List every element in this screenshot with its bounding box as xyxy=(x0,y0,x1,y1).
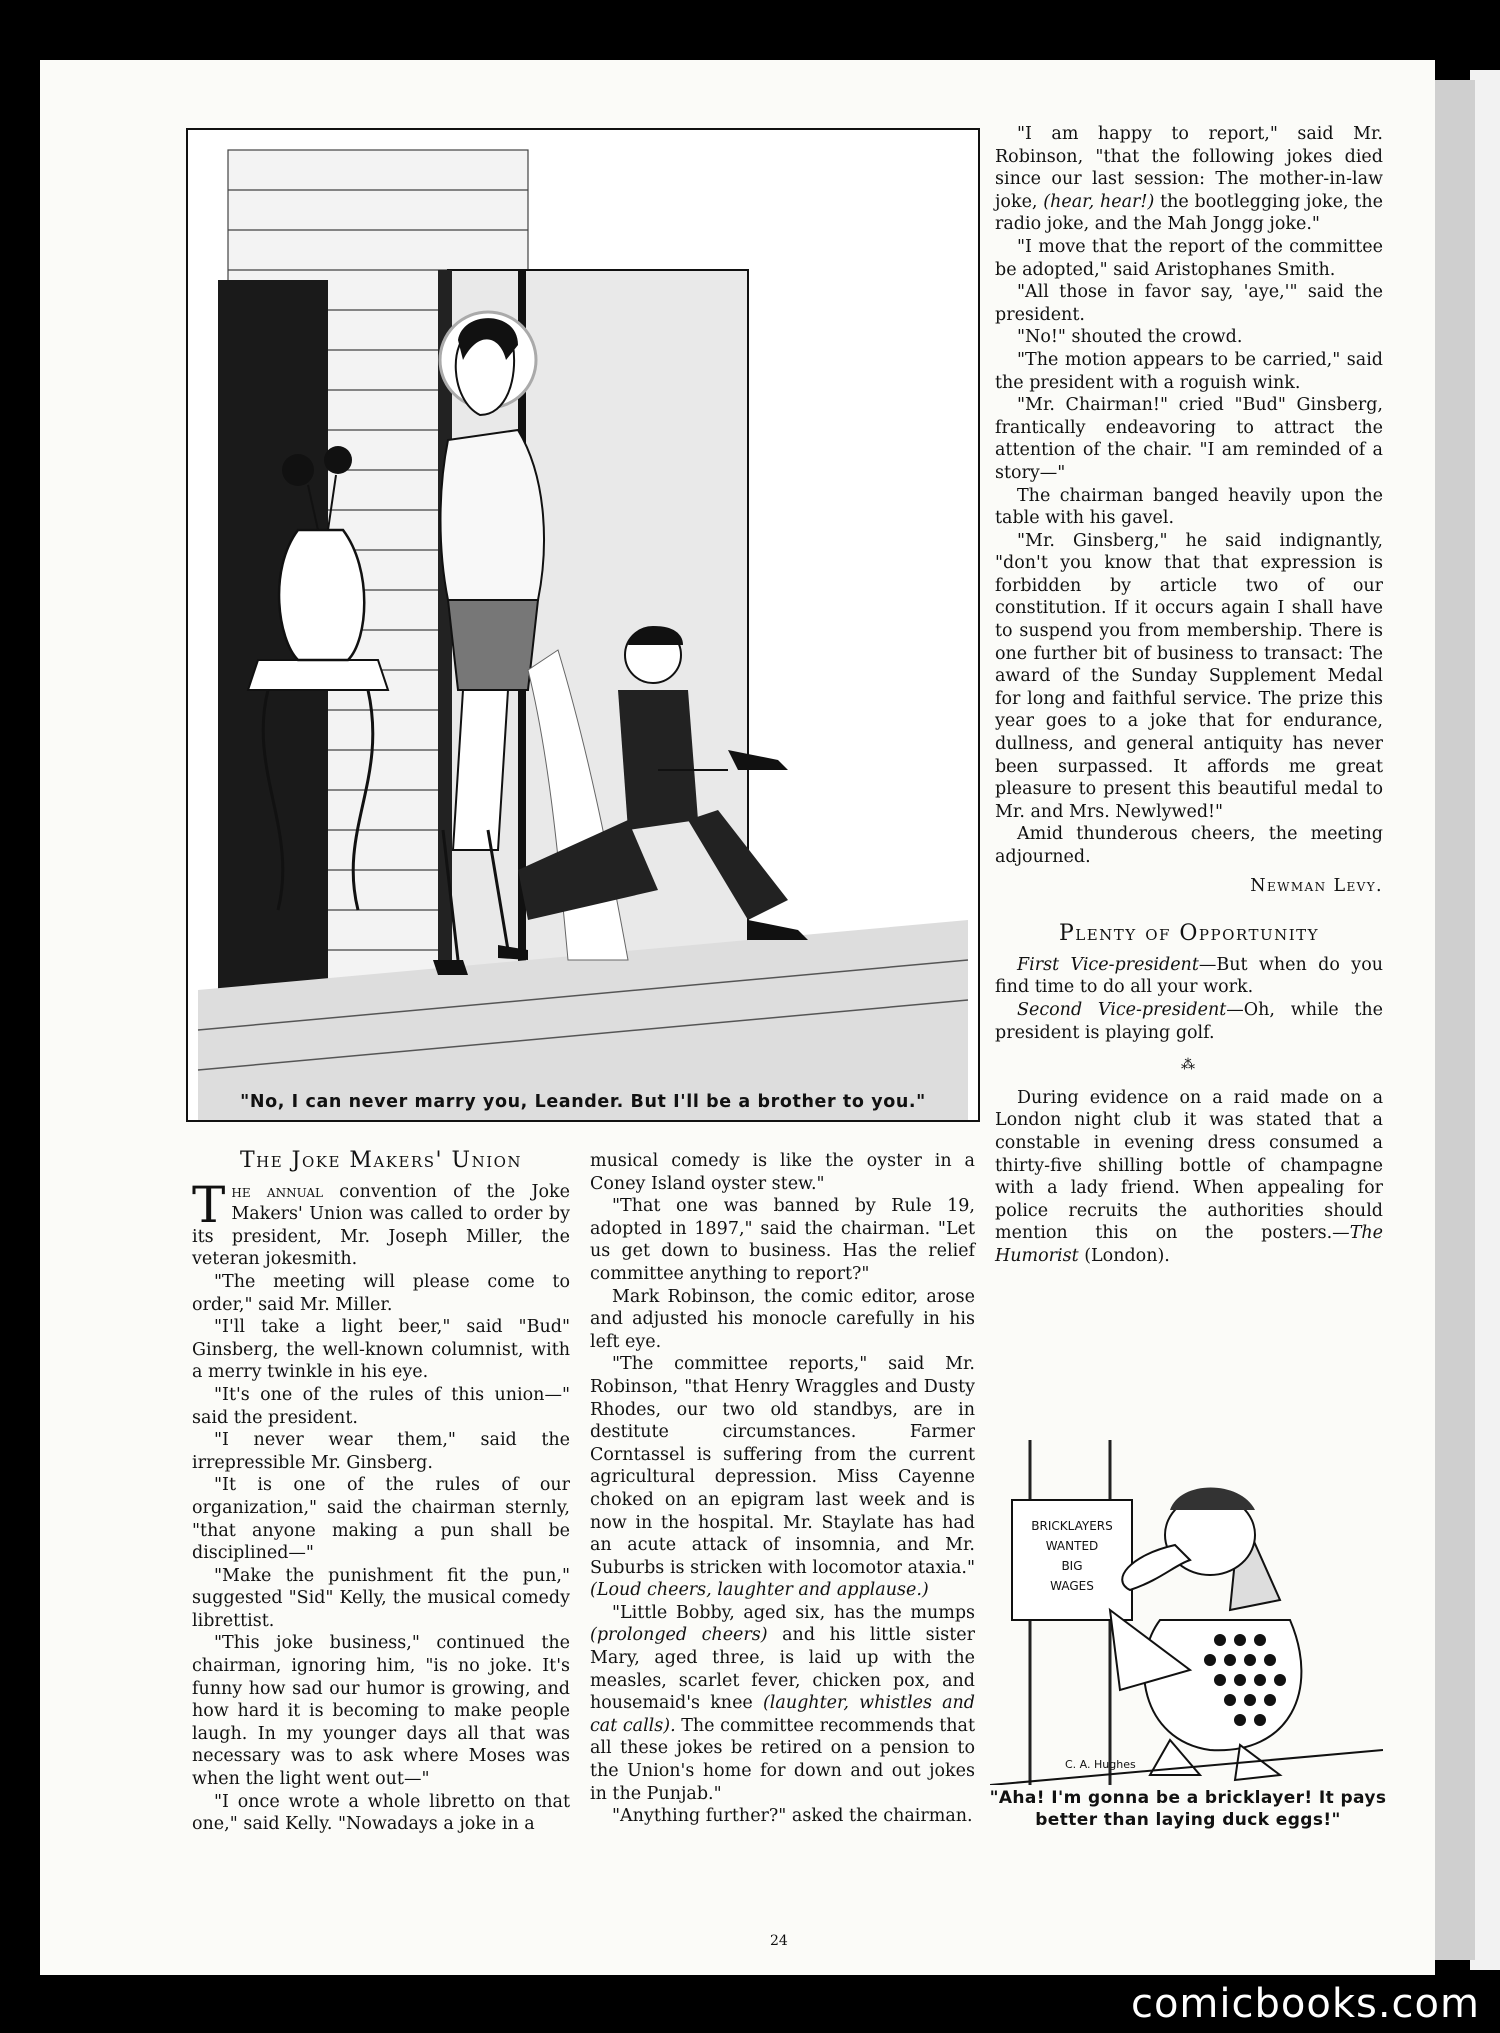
stage-direction: (laughter, whistles and cat calls). xyxy=(590,1693,975,1736)
article-paragraph: Mark Robinson, the comic editor, arose and adjusted his monocle carefully in his left eye. xyxy=(590,1286,975,1352)
article-paragraph xyxy=(995,123,1383,236)
duck-cartoon xyxy=(990,1440,1383,1785)
source-name: The Humorist xyxy=(995,1223,1383,1266)
article-paragraph xyxy=(590,1353,975,1602)
stage-direction: (prolonged cheers) xyxy=(590,1625,768,1646)
article-paragraph: "Mr. Chairman!" cried "Bud" Ginsberg, frantically endeavoring to attract the attention of the chair. "I am reminded of a story—" xyxy=(995,395,1383,483)
duck-drawing xyxy=(990,1440,1383,1785)
paragraph-text: "The committee reports," said Mr. Robinson, "that Henry Wraggles and Dusty Rhodes, our two old standbys, are in destitute circumstances. Farmer Corntassel is suffering from the current agricultural depression. Miss Cayenne choked on an epigram last week and is now in the hospital. Mr. Staylate has had an acute attack of insomnia, and Mr. Suburbs is stricken with locomotor ataxia." xyxy=(590,1354,975,1578)
article-paragraph: "This joke business," continued the chairman, ignoring him, "is no joke. It's funny how sad our humor is growing, and how hard it is becoming to make people laugh. In my younger days all that was necessary was to ask where Moses was when the light went out—" xyxy=(192,1633,570,1790)
author-byline: Newman Levy. xyxy=(1250,875,1383,896)
article-paragraph: "Make the punishment fit the pun," suggested "Sid" Kelly, the musical comedy librettist. xyxy=(192,1565,570,1631)
article-paragraph: Amid thunderous cheers, the meeting adjourned. xyxy=(995,824,1383,867)
article-paragraph: "That one was banned by Rule 19, adopted in 1897," said the chairman. "Let us get down to business. Has the relief committee anything to report?" xyxy=(590,1196,975,1284)
paragraph-text: convention of the Joke Makers' Union was called to order by its president, Mr. Joseph Miller, the veteran jokesmith. xyxy=(192,1181,570,1270)
article-paragraph: "All those in favor say, 'aye,'" said the president. xyxy=(995,282,1383,325)
stage-direction: (Loud cheers, laughter and applause.) xyxy=(590,1580,929,1601)
article-paragraph: The chairman banged heavily upon the table with his gavel. xyxy=(995,485,1383,529)
source-place: (London). xyxy=(1084,1245,1170,1266)
article-column-3 xyxy=(995,123,1383,1268)
article-paragraph xyxy=(995,1087,1383,1268)
article-paragraph xyxy=(590,1602,975,1805)
cartoon-caption: "No, I can never marry you, Leander. But I'll be a brother to you." xyxy=(240,1092,926,1112)
article-paragraph xyxy=(995,999,1383,1044)
section-separator: ⁂ xyxy=(1181,1057,1197,1074)
paragraph-text: —Oh, while the president is playing golf. xyxy=(995,999,1383,1043)
paragraph-text: "Little Bobby, aged six, has the mumps xyxy=(612,1602,975,1623)
speaker: First Vice-president xyxy=(1017,954,1199,975)
paragraph-text: The committee recommends that all these jokes be retired on a pension to the Union's home for down and out jokes in the Punjab." xyxy=(590,1715,975,1804)
cartoon-drawing xyxy=(188,130,978,1120)
stage-direction: (hear, hear!) xyxy=(1043,191,1155,212)
sign-text: BIG xyxy=(1061,1559,1083,1573)
article-paragraph xyxy=(192,1175,570,1271)
article-paragraph: "Anything further?" asked the chairman. xyxy=(612,1806,973,1827)
duck-cartoon-caption: "Aha! I'm gonna be a bricklayer! It pays better than laying duck eggs!" xyxy=(989,1788,1387,1830)
page-number: 24 xyxy=(770,1933,788,1949)
article-title: The Joke Makers' Union xyxy=(239,1148,523,1173)
article-paragraph: "I never wear them," said the irrepressible Mr. Ginsberg. xyxy=(192,1430,570,1473)
article-paragraph: "I once wrote a whole libretto on that one," said Kelly. "Nowadays a joke in a xyxy=(192,1791,570,1835)
article-column-2 xyxy=(590,1150,975,1828)
watermark: comicbooks.com xyxy=(1130,1981,1480,2027)
sign-text: BRICKLAYERS xyxy=(1031,1519,1113,1533)
page-edge-shadow xyxy=(1435,80,1475,1960)
article-paragraph: "I'll take a light beer," said "Bud" Ginsberg, the well-known columnist, with a merry twinkle in his eye. xyxy=(192,1317,570,1383)
sign-text: WANTED xyxy=(1045,1539,1099,1553)
drop-cap: T xyxy=(192,1175,226,1234)
speaker: Second Vice-president xyxy=(1017,999,1227,1020)
cartoon-illustration xyxy=(186,128,980,1122)
paragraph-text: the bootlegging joke, the radio joke, and the Mah Jongg joke." xyxy=(995,191,1383,235)
paragraph-text: —But when do you find time to do all your work. xyxy=(995,954,1383,998)
article-paragraph: "I move that the report of the committee be adopted," said Aristophanes Smith. xyxy=(995,236,1383,280)
article-column-1 xyxy=(192,1150,570,1836)
article-paragraph xyxy=(995,954,1383,999)
article-paragraph: "The meeting will please come to order," said Mr. Miller. xyxy=(192,1271,570,1315)
article-paragraph: "Mr. Ginsberg," he said indignantly, "don't you know that that expression is forbidden by article two of our constitution. If it occurs again I shall have to suspend you from membership. There is one further bit of business to transact: The award of the Sunday Supplement Medal for long and faithful service. The prize this year goes to a joke that for endurance, dullness, and general antiquity has never been surpassed. It affords me great pleasure to present this beautiful medal to Mr. and Mrs. Newlywed!" xyxy=(995,530,1383,822)
paragraph-text: and his little sister Mary, aged three, is laid up with the measles, scarlet fever, chicken pox, and housemaid's knee xyxy=(590,1625,975,1714)
article-paragraph: musical comedy is like the oyster in a Coney Island oyster stew." xyxy=(590,1151,975,1194)
article-title: Plenty of Opportunity xyxy=(1058,921,1320,947)
sign-text: WAGES xyxy=(1050,1579,1094,1593)
lead-in: he annual xyxy=(231,1181,323,1202)
article-paragraph: "It is one of the rules of our organization," said the chairman sternly, "that anyone making a pun shall be disciplined—" xyxy=(192,1475,570,1564)
paragraph-text: During evidence on a raid made on a London night club it was stated that a constable in evening dress consumed a thirty-five shilling bottle of champagne with a lady friend. When appealing for police recruits the authorities should mention this on the posters.— xyxy=(995,1087,1383,1244)
cartoon-signature: C. A. Hughes xyxy=(1065,1758,1136,1771)
paragraph-text: "I am happy to report," said Mr. Robinson, "that the following jokes died since our last session: The mother-in-law joke, xyxy=(995,124,1383,212)
article-paragraph: "It's one of the rules of this union—" said the president. xyxy=(192,1384,570,1428)
article-paragraph: "The motion appears to be carried," said the president with a roguish wink. xyxy=(995,349,1383,393)
article-paragraph: "No!" shouted the crowd. xyxy=(1017,327,1243,348)
